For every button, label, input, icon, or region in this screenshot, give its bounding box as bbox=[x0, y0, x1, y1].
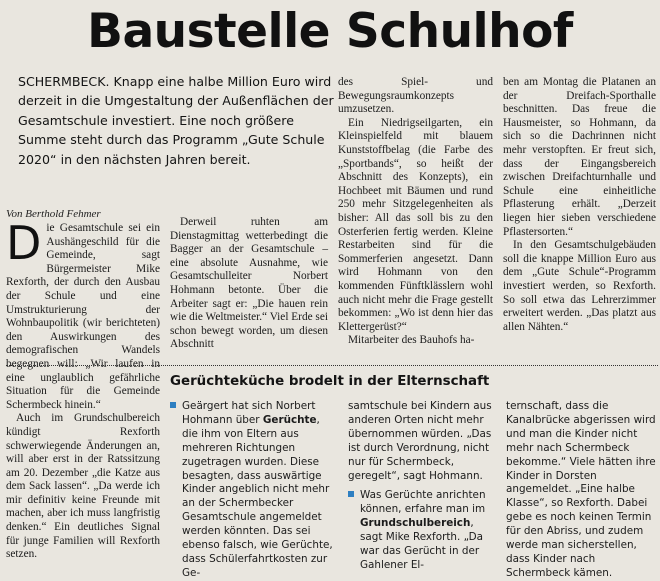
column-1-paragraph-1: Die Gesamtschule sei ein Aushängeschild für die Gemeinde, sagt Bürgermeister Mike Rexforth, der durch den Ausbau der Schule und eine Umstrukturierung der Wohnbaupolitik (wir berichteten) den Auswirkungen des demografischen Wandels begegnen will: „Wir laufen in eine unglaublich gefährliche Situation für die Gemeinde Schermbeck hinein.“ bbox=[6, 216, 160, 411]
box-column-2 bbox=[348, 400, 494, 573]
column-3-paragraph-1: Ein Niedrigseilgarten, ein Kleinspielfeld mit blauem Kunststoffbelag (die Farbe des „Sportbands“, so heißt der Abschnitt des Konzepts), ein Hochbeet mit Bäumen und rund 250 mehr Sitzgelegenheiten als bisher: All das soll bis zu den Osterferien fertig werden. Kleine Restarbeiten sind für die Sommerferien angesetzt. Dann wird Hohmann von den kommenden Fünftklässlern wohl auch nicht mehr die Frage gestellt bekommen: „Wo ist denn hier das Klettergerüst?“ bbox=[338, 116, 493, 333]
article-column-2 bbox=[170, 216, 328, 352]
box-column-1 bbox=[170, 400, 338, 581]
lead-text: SCHERMBECK. Knapp eine halbe Million Euro wird derzeit in die Umgestaltung der Außenflächen der Gesamtschule investiert. Eine noch größere Summe steht durch das Programm „Gute Schule 2020“ in den nächsten Jahren bereit. bbox=[18, 74, 334, 167]
bullet-icon bbox=[348, 491, 354, 497]
article-column-3 bbox=[338, 76, 493, 348]
dropcap-letter: D bbox=[6, 216, 42, 270]
article-lead bbox=[18, 72, 340, 169]
article-headline: Baustelle Schulhof bbox=[87, 4, 573, 59]
column-4-paragraph-1: In den Gesamtschulgebäuden soll die knappe Million Euro aus dem „Gute Schule“-Programm investiert werden, so Rexforth. So soll etwa das Lehrerzimmer erweitert werden. „Das platzt aus allen Nähten.“ bbox=[503, 239, 656, 333]
column-4-paragraph-0: ben am Montag die Platanen an der Dreifach-Sporthalle beschnitten. Das freue die Hausmeister, so Hohmann, da sich so die Dachrinnen nicht mehr verstopften. Er freut sich, dass der Eingangsbereich zwischen Dreifachturnhalle und Schule eine einheitliche Pflasterung erhält. „Derzeit liegen hier sieben verschiedene Pflastersorten.“ bbox=[503, 76, 656, 238]
box-item-2: Was Gerüchte anrichten können, erfahre man im Grundschulbereich, sagt Mike Rexforth. „Da war das Gerücht in der Gahlener El- bbox=[348, 489, 494, 572]
box-item-2-continued: ternschaft, dass die Kanalbrücke abgerissen wird und man die Kinder nicht mehr nach Schermbeck bekomme.“ Viele hätten ihre Kinder in Dorsten angemeldet. „Eine halbe Klasse“, so Rexforth. Dabei gebe es noch keinen Termin für den Abriss, und zudem werde man sicherstellen, dass Kinder nach Schermbeck kämen. bbox=[506, 400, 656, 579]
box-item-1-continued: samtschule bei Kindern aus anderen Orten nicht mehr übernommen würden. „Das ist durch Verordnung, nicht nur für Schermbeck, geregelt“, sagt Hohmann. bbox=[348, 400, 492, 482]
bullet-icon bbox=[170, 402, 176, 408]
column-1-paragraph-2: Auch im Grundschulbereich kündigt Rexforth schwerwiegende Änderungen an, will aber erst in der Ratssitzung am 20. Dezember „die Katze aus dem Sack lassen“. „Da werde ich mir definitiv keine Freunde mit machen, aber ich muss langfristig denken.“ Ein deutliches Signal für junge Familien will Rexforth setzen. bbox=[6, 412, 160, 561]
column-3-paragraph-2: Mitarbeiter des Bauhofs ha- bbox=[348, 334, 475, 347]
article-column-1 bbox=[6, 216, 160, 562]
column-3-paragraph-0: des Spiel- und Bewegungsraumkonzepts umzusetzen. bbox=[338, 76, 493, 116]
box-title: Gerüchteküche brodelt in der Elternschaft bbox=[170, 374, 490, 389]
box-column-3 bbox=[506, 400, 656, 581]
article-column-4 bbox=[503, 76, 656, 334]
box-item-1: Geärgert hat sich Norbert Hohmann über Gerüchte, die ihm von Eltern aus mehreren Richtungen zugetragen wurden. Diese besagten, dass auswärtige Kinder angeblich nicht mehr an der Schermbecker Gesamtschule angemeldet werden könnten. Das sei ebenso falsch, wie Gerüchte, dass Schülerfahrtkosten zur Ge- bbox=[170, 400, 338, 581]
section-divider bbox=[6, 365, 658, 366]
byline: Von Berthold Fehmer bbox=[6, 208, 101, 220]
column-2-paragraph-1: Derweil ruhten am Dienstagmittag wetterbedingt die Bagger an der Gesamtschule – eine absolute Ausnahme, wie Gesamtschulleiter Norbert Hohmann betonte. Über die Arbeiter sagt er: „Die hauen rein wie die Weltmeister.“ Viel Erde sei schon bewegt worden, um diesen Abschnitt bbox=[170, 216, 328, 351]
